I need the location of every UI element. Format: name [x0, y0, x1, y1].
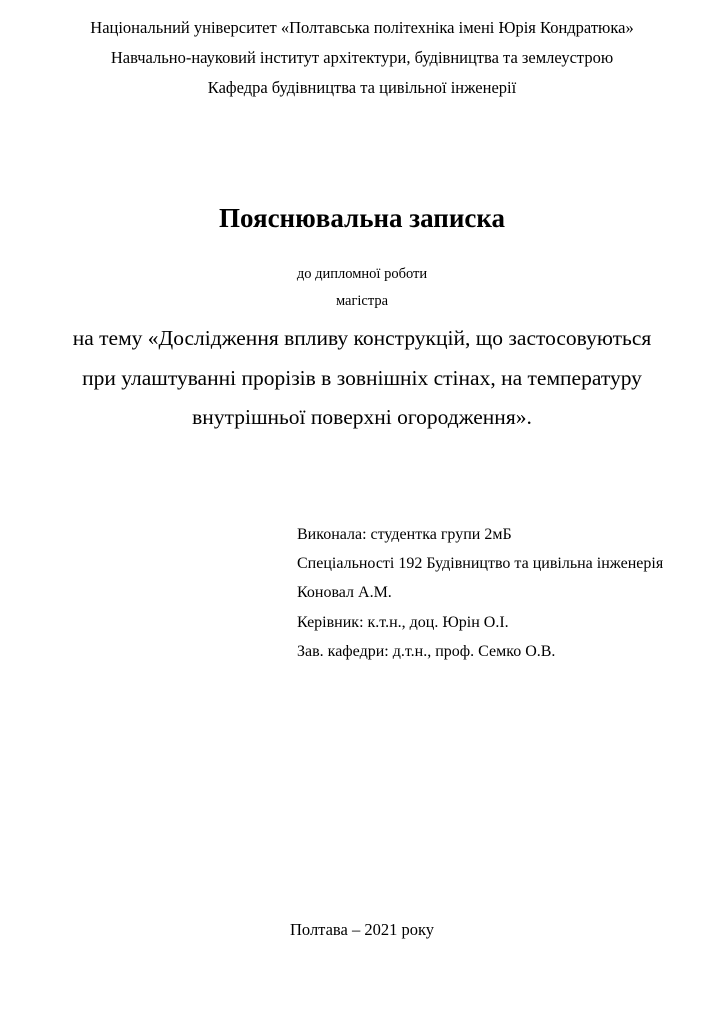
university-name: Національний університет «Полтавська політехніка імені Юрія Кондратюка»	[90, 18, 634, 37]
subtitle-degree: магістра	[335, 293, 389, 309]
institute-name: Навчально-науковий інститут архітектури, будівництва та землеустрою	[110, 48, 614, 67]
author-line-name: Коновал А.М.	[297, 584, 392, 601]
document-title: Пояснювальна записка	[218, 203, 506, 233]
author-line-specialty: Спеціальності 192 Будівництво та цивільна інженерія	[297, 555, 664, 572]
footer-city-year: Полтава – 2021 року	[290, 920, 434, 939]
topic-line-2: при улаштуванні прорізів в зовнішніх стінах, на температуру	[82, 366, 642, 390]
topic-line-3: внутрішньої поверхні огородження».	[192, 405, 532, 429]
author-line-head-of-department: Зав. кафедри: д.т.н., проф. Семко О.В.	[297, 643, 556, 660]
subtitle-thesis: до дипломної роботи	[296, 266, 428, 282]
author-line-performer: Виконала: студентка групи 2мБ	[297, 526, 512, 543]
department-name: Кафедра будівництва та цивільної інженерії	[207, 78, 517, 97]
topic-line-1: на тему «Дослідження впливу конструкцій, що застосовуються	[72, 326, 652, 350]
author-line-supervisor: Керівник: к.т.н., доц. Юрін О.І.	[297, 614, 509, 631]
